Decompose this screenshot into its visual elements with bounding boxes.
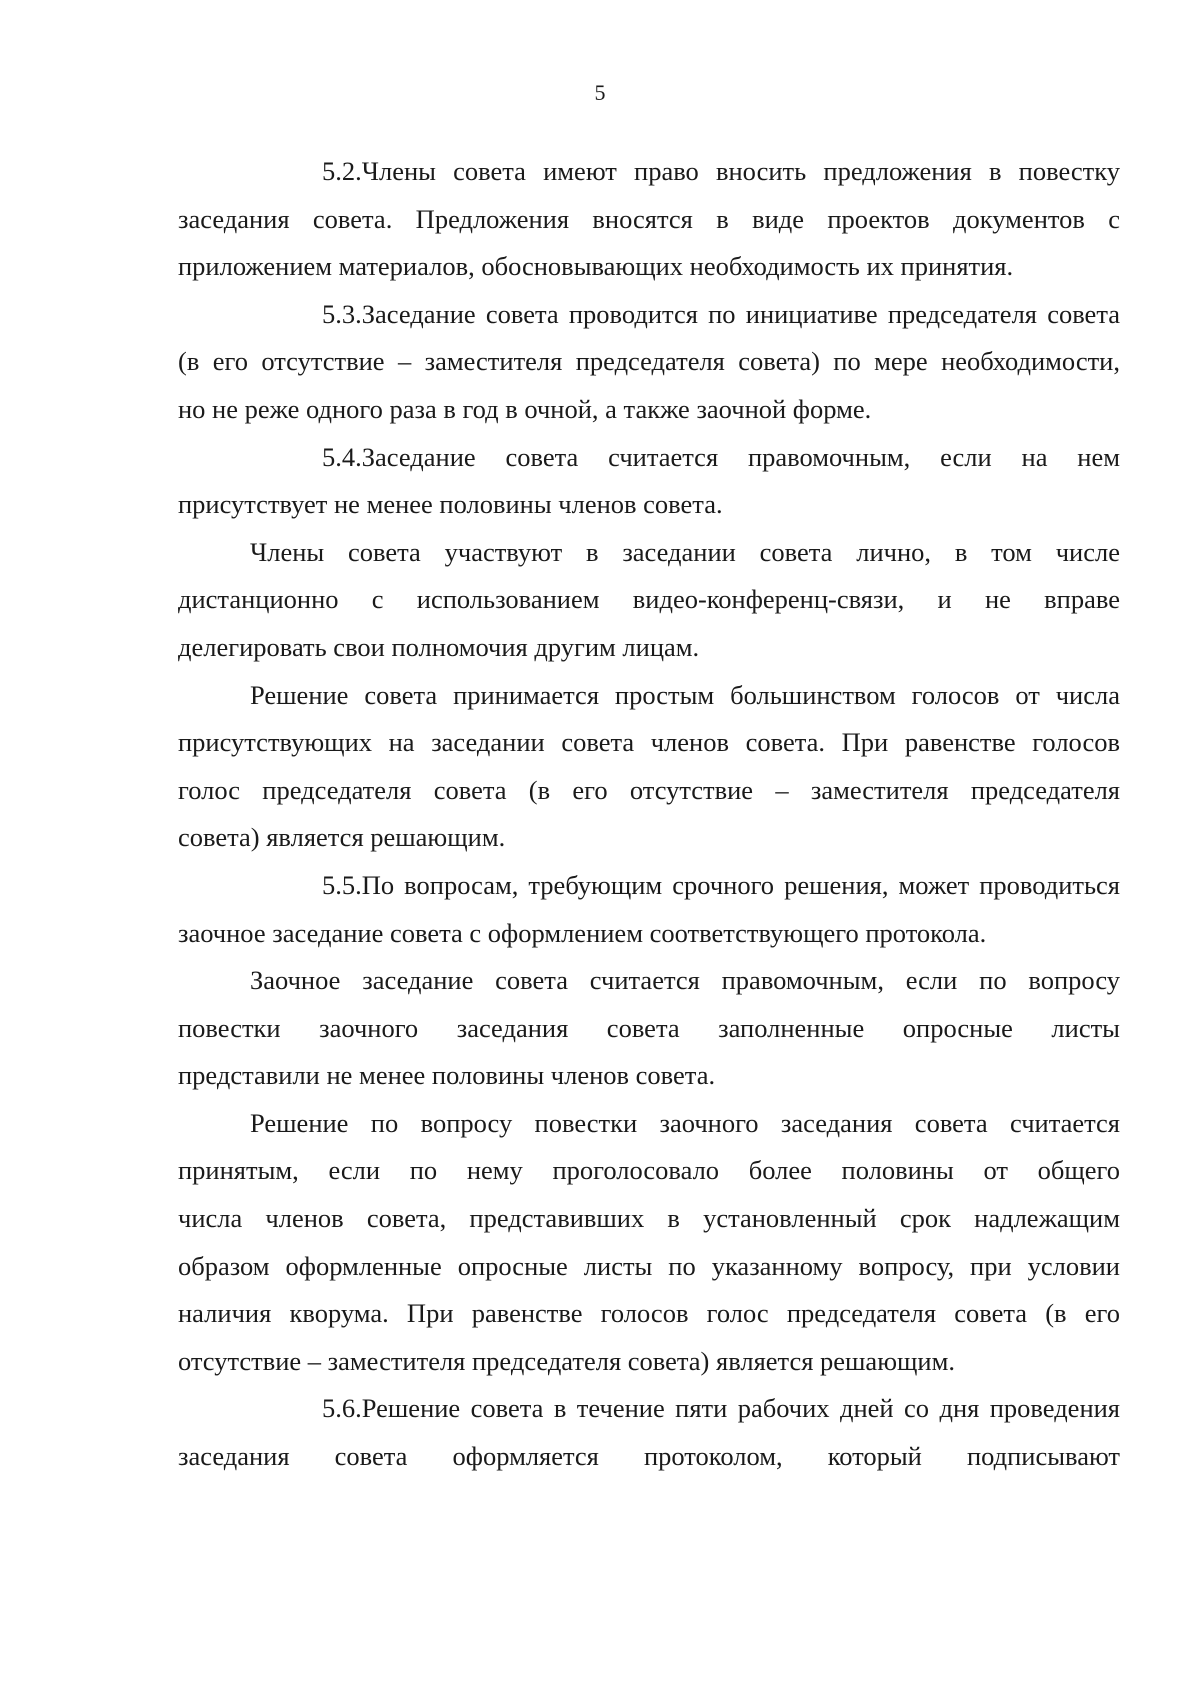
clause-5-2	[178, 148, 1120, 291]
text-line	[178, 386, 1120, 434]
line-text: повестки заочного заседания совета заполненные опросные листы	[178, 1012, 1120, 1043]
line-text: Члены совета имеют право вносить предложения в повестку	[361, 156, 1120, 186]
line-text: Решение совета в течение пяти рабочих дней со дня проведения	[361, 1393, 1120, 1424]
line-text: числа членов совета, представивших в установленный срок надлежащим	[178, 1203, 1120, 1234]
line-text: представили не менее половины членов совета.	[178, 1060, 716, 1091]
line-text: заседания совета оформляется протоколом, который подписывают	[178, 1441, 1120, 1472]
text-line	[178, 338, 1120, 386]
text-line	[178, 1433, 1120, 1481]
line-text: Решение совета принимается простым большинством голосов от числа	[250, 679, 1120, 710]
text-line	[178, 767, 1120, 815]
line-text: наличия кворума. При равенстве голосов голос председателя совета (в его	[178, 1298, 1120, 1329]
text-line	[178, 672, 1120, 720]
line-text: Решение по вопросу повестки заочного заседания совета считается	[250, 1107, 1120, 1138]
clause-5-6	[178, 1385, 1120, 1480]
line-text: присутствующих на заседании совета членов совета. При равенстве голосов	[178, 727, 1120, 758]
line-text: делегировать свои полномочия другим лицам.	[178, 631, 700, 662]
text-line	[178, 481, 1120, 529]
clause-5-5	[178, 862, 1120, 957]
text-line	[178, 529, 1120, 577]
text-line	[178, 910, 1120, 958]
line-text: приложением материалов, обосновывающих необходимость их принятия.	[178, 251, 1014, 282]
document-body	[178, 148, 1120, 1481]
line-text: заседания совета. Предложения вносятся в виде проектов документов с	[178, 203, 1120, 234]
line-text: дистанционно с использованием видео-конференц-связи, и не вправе	[178, 584, 1120, 615]
clause-number: 5.3.	[322, 298, 362, 329]
text-line	[178, 196, 1120, 244]
line-text: но не реже одного раза в год в очной, а также заочной форме.	[178, 393, 872, 424]
line-text: принятым, если по нему проголосовало более половины от общего	[178, 1155, 1120, 1186]
text-line	[178, 719, 1120, 767]
text-line	[178, 1147, 1120, 1195]
text-line	[178, 243, 1120, 291]
line-text: (в его отсутствие – заместителя председателя совета) по мере необходимости,	[178, 346, 1120, 377]
page-number: 5	[594, 80, 606, 105]
paragraph	[178, 672, 1120, 862]
line-text: присутствует не менее половины членов совета.	[178, 489, 723, 520]
line-text: Заседание совета проводится по инициативе председателя совета	[361, 298, 1120, 329]
paragraph	[178, 957, 1120, 1100]
line-text: совета) является решающим.	[178, 822, 506, 853]
text-line	[178, 1385, 1120, 1433]
paragraph	[178, 529, 1120, 672]
clause-number: 5.4.	[322, 441, 362, 472]
line-text: голос председателя совета (в его отсутствие – заместителя председателя	[178, 774, 1120, 805]
text-line	[178, 862, 1120, 910]
text-line	[178, 291, 1120, 339]
clause-number: 5.5.	[322, 869, 362, 900]
text-line	[178, 624, 1120, 672]
text-line	[178, 1195, 1120, 1243]
clause-number: 5.6.	[322, 1393, 362, 1424]
text-line	[178, 148, 1120, 196]
line-text: Члены совета участвуют в заседании совета лично, в том числе	[250, 536, 1120, 567]
text-line	[178, 1005, 1120, 1053]
text-line	[178, 1100, 1120, 1148]
text-line	[178, 814, 1120, 862]
text-line	[178, 1290, 1120, 1338]
text-line	[178, 1338, 1120, 1386]
text-line	[178, 1052, 1120, 1100]
line-text: Заочное заседание совета считается правомочным, если по вопросу	[250, 965, 1120, 996]
text-line	[178, 434, 1120, 482]
line-text: Заседание совета считается правомочным, если на нем	[361, 441, 1120, 472]
clause-5-4	[178, 434, 1120, 529]
line-text: По вопросам, требующим срочного решения, может проводиться	[361, 869, 1120, 900]
text-line	[178, 957, 1120, 1005]
line-text: отсутствие – заместителя председателя совета) является решающим.	[178, 1345, 955, 1376]
clause-5-3	[178, 291, 1120, 434]
line-text: заочное заседание совета с оформлением соответствующего протокола.	[178, 917, 987, 948]
paragraph	[178, 1100, 1120, 1386]
text-line	[178, 576, 1120, 624]
text-line	[178, 1243, 1120, 1291]
clause-number: 5.2.	[322, 156, 362, 186]
line-text: образом оформленные опросные листы по указанному вопросу, при условии	[178, 1250, 1120, 1281]
